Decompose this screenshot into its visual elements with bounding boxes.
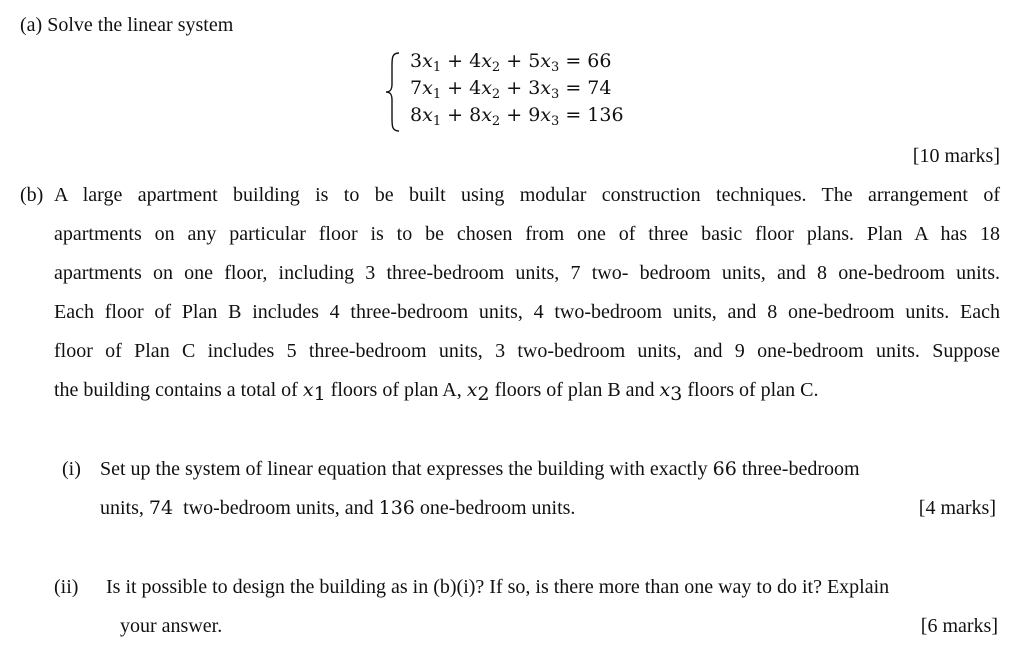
equation-1: $3x_1 + 4x_2 + 5x_3 = 66$ bbox=[410, 50, 612, 75]
sub-3: 3 bbox=[670, 383, 683, 405]
eq2-rhs: 74 bbox=[587, 77, 612, 99]
eq2-coef-3: 3 bbox=[528, 77, 541, 99]
eq3-coef-1: 8 bbox=[410, 104, 423, 126]
sub-i-line-1 bbox=[100, 459, 860, 479]
line6-text-4: floors of plan C. bbox=[682, 379, 819, 401]
sub-i-text-5: one-bedroom units. bbox=[414, 497, 576, 519]
sub-i-num-66: 66 bbox=[712, 458, 737, 480]
line6-text-1: the building contains a total of bbox=[54, 379, 303, 401]
part-b-line-1: A large apartment building is to be built using modular construction techniques. The arrangement of bbox=[54, 184, 1000, 206]
part-b-line-5: floor of Plan C includes 5 three-bedroom units, 3 two-bedroom units, and 9 one-bedroom units. Suppose bbox=[54, 340, 1000, 362]
line6-text-3: floors of plan B and bbox=[489, 379, 660, 401]
sub-i-text-1: Set up the system of linear equation that expresses the building with exactly bbox=[100, 458, 713, 480]
line6-text-2: floors of plan A, bbox=[325, 379, 467, 401]
sub-i-text-2: three-bedroom bbox=[736, 458, 860, 480]
part-b-line-4: Each floor of Plan B includes 4 three-bedroom units, 4 two-bedroom units, and 8 one-bedroom units. Each bbox=[54, 301, 1000, 323]
left-brace bbox=[384, 52, 402, 132]
sub-3: 3 bbox=[551, 60, 560, 75]
part-a-heading bbox=[20, 15, 233, 35]
var-x: x bbox=[481, 104, 492, 126]
sub-ii-marks: [6 marks] bbox=[920, 615, 998, 637]
sub-i-label: (i) bbox=[62, 458, 81, 480]
var-x: x bbox=[540, 104, 551, 126]
eq1-coef-2: 4 bbox=[469, 50, 482, 72]
sub-i-marks: [4 marks] bbox=[918, 497, 996, 519]
var-x: x bbox=[540, 50, 551, 72]
equation-system bbox=[410, 50, 650, 136]
sub-2: 2 bbox=[491, 60, 501, 75]
eq3-coef-2: 8 bbox=[469, 104, 482, 126]
sub-2: 2 bbox=[477, 383, 490, 405]
var-x: x bbox=[302, 379, 314, 401]
part-b-label: (b) bbox=[20, 184, 44, 206]
sub-i-text-4: two-bedroom units, and bbox=[173, 497, 379, 519]
part-b-line-6 bbox=[54, 379, 819, 405]
part-b-line-2: apartments on any particular floor is to be chosen from one of three basic floor plans. Plan A has 18 bbox=[54, 223, 1000, 245]
part-a-text: Solve the linear system bbox=[47, 14, 234, 36]
sub-ii-label: (ii) bbox=[54, 576, 79, 598]
var-x: x bbox=[481, 50, 492, 72]
part-a-label: (a) bbox=[20, 14, 43, 36]
var-x: x bbox=[540, 77, 551, 99]
sub-1: 1 bbox=[432, 114, 442, 129]
var-x: x bbox=[659, 379, 671, 401]
eq3-coef-3: 9 bbox=[528, 104, 541, 126]
eq2-coef-1: 7 bbox=[410, 77, 423, 99]
eq3-rhs: 136 bbox=[587, 104, 624, 126]
sub-3: 3 bbox=[551, 87, 560, 102]
sub-2: 2 bbox=[491, 87, 501, 102]
sub-i-text-3: units, bbox=[100, 497, 149, 519]
eq1-coef-1: 3 bbox=[410, 50, 423, 72]
sub-i-num-136: 136 bbox=[378, 497, 415, 519]
eq1-coef-3: 5 bbox=[528, 50, 541, 72]
eq2-coef-2: 4 bbox=[469, 77, 482, 99]
part-b-line-3: apartments on one floor, including 3 three-bedroom units, 7 two- bedroom units, and 8 one-bedroom units. bbox=[54, 262, 1000, 284]
sub-ii-line-2: your answer. bbox=[120, 615, 223, 637]
equation-2: $7x_1 + 4x_2 + 3x_3 = 74$ bbox=[410, 77, 612, 102]
sub-1: 1 bbox=[313, 383, 326, 405]
sub-i-line-2 bbox=[100, 498, 575, 518]
part-a-marks: [10 marks] bbox=[912, 145, 1000, 167]
var-x: x bbox=[422, 104, 433, 126]
equation-3: $8x_1 + 8x_2 + 9x_3 = 136$ bbox=[410, 104, 624, 129]
sub-3: 3 bbox=[551, 114, 560, 129]
sub-1: 1 bbox=[432, 60, 442, 75]
var-x: x bbox=[466, 379, 478, 401]
sub-ii-line-1: Is it possible to design the building as in (b)(i)? If so, is there more than one way to do it? Explain bbox=[106, 576, 890, 598]
sub-i-num-74: 74 bbox=[148, 497, 174, 519]
var-x: x bbox=[481, 77, 492, 99]
var-x: x bbox=[422, 50, 433, 72]
sub-1: 1 bbox=[432, 87, 442, 102]
eq1-rhs: 66 bbox=[587, 50, 612, 72]
sub-2: 2 bbox=[491, 114, 501, 129]
var-x: x bbox=[422, 77, 433, 99]
